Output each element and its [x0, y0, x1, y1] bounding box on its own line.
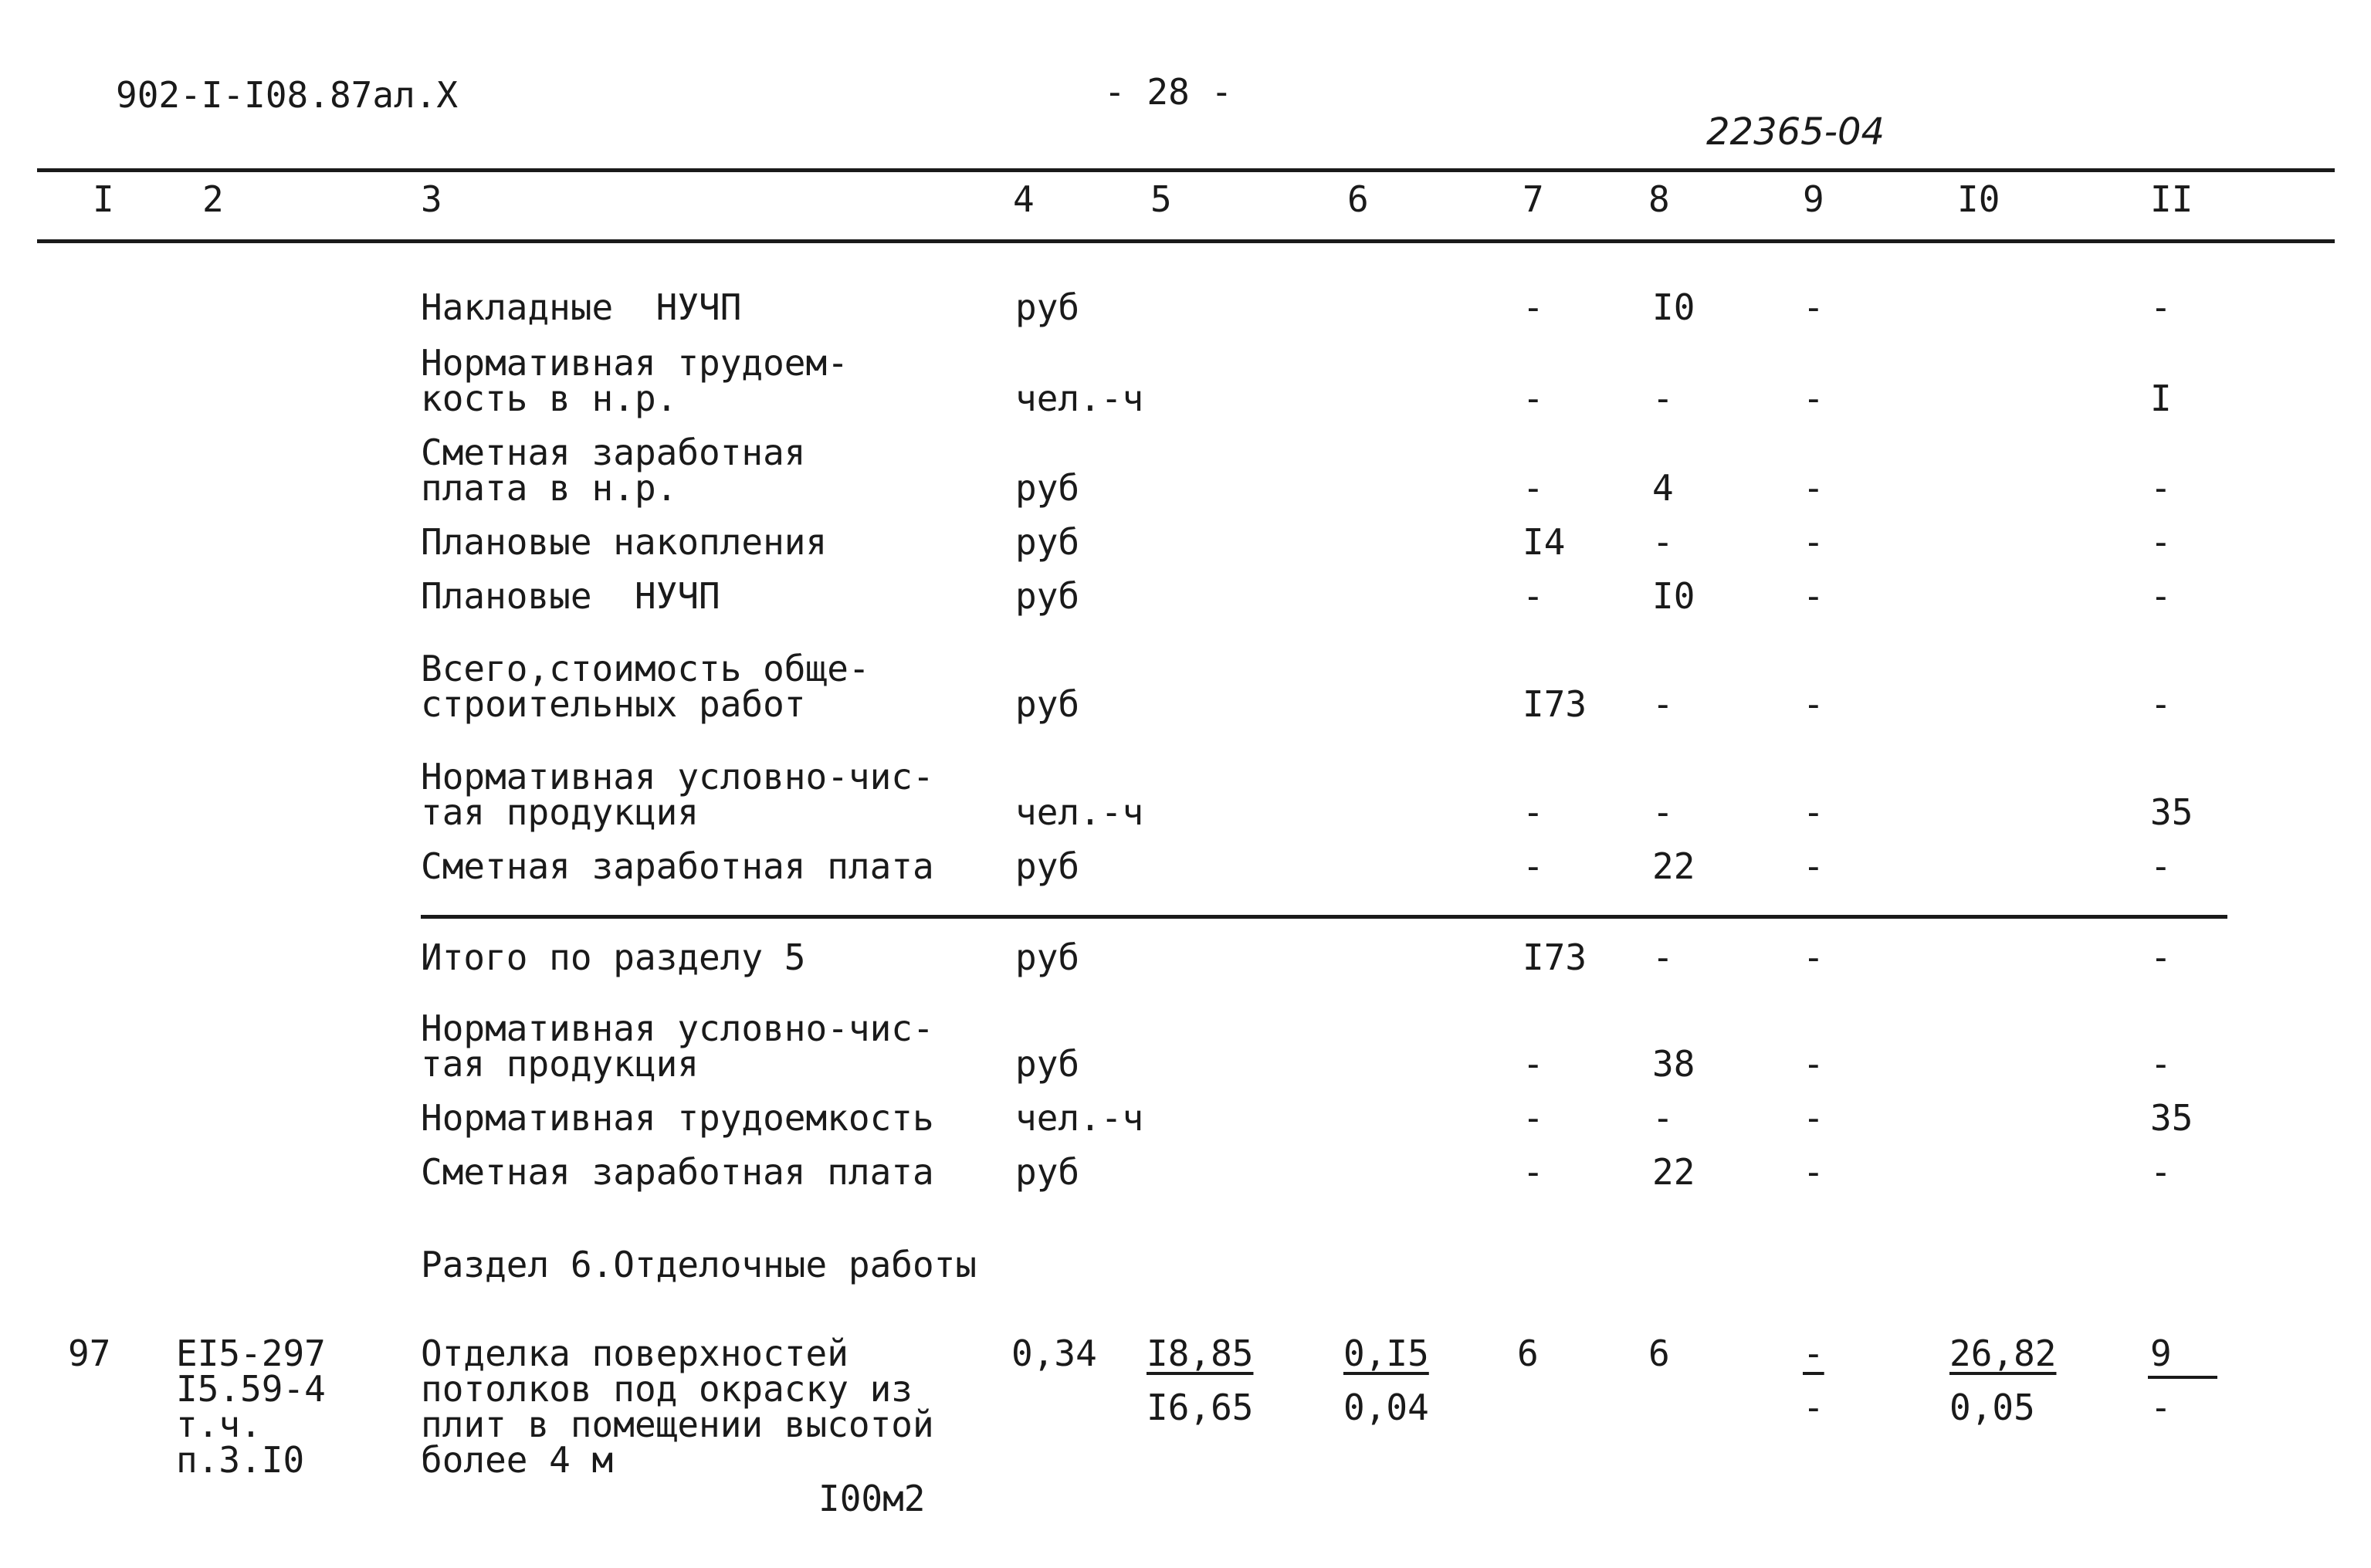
row-col11: - — [2150, 1151, 2172, 1193]
row-unit: руб — [1015, 1151, 1080, 1193]
row-unit: чел.-ч — [1015, 1097, 1144, 1139]
row-unit: чел.-ч — [1015, 791, 1144, 833]
item-col10-bottom: 0,05 — [1949, 1387, 2035, 1428]
row-col11: - — [2150, 286, 2172, 328]
row-col9: - — [1803, 1097, 1824, 1139]
col-header-9: 9 — [1803, 178, 1824, 220]
row-col11: 35 — [2150, 1097, 2193, 1139]
row-col11: - — [2150, 845, 2172, 887]
row-col9: - — [1803, 936, 1824, 978]
row-unit: руб — [1015, 845, 1080, 887]
row-unit: руб — [1015, 521, 1080, 563]
row-col9: - — [1803, 575, 1824, 617]
item-col7: 6 — [1517, 1333, 1539, 1374]
row-col8: I0 — [1652, 286, 1695, 328]
row-col7: - — [1523, 1043, 1544, 1085]
row-label: Сметная заработная плата — [421, 845, 934, 887]
col-header-3: 3 — [421, 178, 442, 220]
row-col8: 22 — [1652, 1151, 1695, 1193]
row-col9: - — [1803, 1151, 1824, 1193]
section-title: Раздел 6.Отделочные работы — [421, 1244, 977, 1285]
row-label: Нормативная условно-чис- тая продукция — [421, 1008, 934, 1085]
row-col11: - — [2150, 521, 2172, 563]
item-number: 97 — [68, 1333, 111, 1374]
row-unit: руб — [1015, 683, 1080, 725]
row-col7: - — [1523, 845, 1544, 887]
row-label: Всего,стоимость обще- строительных работ — [421, 648, 870, 725]
row-col7: I4 — [1523, 521, 1566, 563]
row-unit: руб — [1015, 575, 1080, 617]
row-col11: - — [2150, 575, 2172, 617]
item-col11-top: 9 — [2150, 1333, 2172, 1374]
row-col8: - — [1652, 683, 1674, 725]
item-col9-bottom: - — [1803, 1387, 1824, 1428]
row-unit: чел.-ч — [1015, 378, 1144, 419]
col-header-5: 5 — [1150, 178, 1172, 220]
col-header-1: I — [93, 178, 114, 220]
item-col6-top: 0,I5 — [1343, 1333, 1429, 1374]
row-label: Сметная заработная плата — [421, 1151, 934, 1193]
row-label: Нормативная трудоем- кость в н.р. — [421, 342, 848, 419]
col-header-7: 7 — [1523, 178, 1544, 220]
col-header-11: II — [2150, 178, 2193, 220]
row-col7: I73 — [1523, 936, 1587, 978]
row-label: Плановые НУЧП — [421, 575, 720, 617]
row-col8: 4 — [1652, 467, 1674, 509]
row-col11: 35 — [2150, 791, 2193, 833]
row-col11: I — [2150, 378, 2172, 419]
row-label: Плановые накопления — [421, 521, 828, 563]
row-col7: - — [1523, 791, 1544, 833]
row-label: Нормативная трудоемкость — [421, 1097, 934, 1139]
row-col7: I73 — [1523, 683, 1587, 725]
item-unit: I00м2 — [818, 1478, 926, 1519]
row-col11: - — [2150, 467, 2172, 509]
item-col4: 0,34 — [1011, 1333, 1097, 1374]
row-label: Итого по разделу 5 — [421, 936, 806, 978]
row-col9: - — [1803, 521, 1824, 563]
row-col8: I0 — [1652, 575, 1695, 617]
item-description: Отделка поверхностей потолков под окраску из плит в помещении высотой более 4 м — [421, 1333, 934, 1481]
row-col9: - — [1803, 683, 1824, 725]
row-col11: - — [2150, 683, 2172, 725]
row-col7: - — [1523, 378, 1544, 419]
row-col8: - — [1652, 936, 1674, 978]
row-col9: - — [1803, 286, 1824, 328]
section-divider — [421, 915, 2227, 919]
row-col7: - — [1523, 575, 1544, 617]
row-col8: - — [1652, 521, 1674, 563]
row-col9: - — [1803, 791, 1824, 833]
col-header-2: 2 — [202, 178, 224, 220]
row-col9: - — [1803, 1043, 1824, 1085]
row-label: Накладные НУЧП — [421, 286, 742, 328]
col-header-6: 6 — [1347, 178, 1369, 220]
archive-stamp: 22365-04 — [1706, 110, 1885, 154]
col-header-10: I0 — [1957, 178, 2000, 220]
item-col11-bottom: - — [2150, 1387, 2172, 1428]
item-col5-top: I8,85 — [1147, 1333, 1254, 1374]
row-col11: - — [2150, 1043, 2172, 1085]
col-header-8: 8 — [1648, 178, 1670, 220]
col-header-4: 4 — [1013, 178, 1035, 220]
row-label: Нормативная условно-чис- тая продукция — [421, 756, 934, 833]
document-code: 902-I-I08.87ал.X — [116, 74, 459, 116]
row-col7: - — [1523, 467, 1544, 509]
row-col8: - — [1652, 1097, 1674, 1139]
item-col11-underline — [2148, 1376, 2217, 1379]
item-code: EI5-297 I5.59-4 т.ч. п.3.I0 — [176, 1333, 326, 1481]
row-col7: - — [1523, 1151, 1544, 1193]
row-unit: руб — [1015, 286, 1080, 328]
item-col6-bottom: 0,04 — [1343, 1387, 1429, 1428]
item-col9-top: - — [1803, 1333, 1824, 1374]
row-col8: - — [1652, 791, 1674, 833]
item-col10-top: 26,82 — [1949, 1333, 2057, 1374]
row-label: Сметная заработная плата в н.р. — [421, 432, 806, 509]
page-number: - 28 - — [1104, 71, 1233, 113]
row-col8: 22 — [1652, 845, 1695, 887]
row-col11: - — [2150, 936, 2172, 978]
row-unit: руб — [1015, 936, 1080, 978]
row-col9: - — [1803, 845, 1824, 887]
row-unit: руб — [1015, 467, 1080, 509]
row-col9: - — [1803, 467, 1824, 509]
row-col8: 38 — [1652, 1043, 1695, 1085]
row-col7: - — [1523, 1097, 1544, 1139]
item-col8: 6 — [1648, 1333, 1670, 1374]
row-col7: - — [1523, 286, 1544, 328]
item-col5-bottom: I6,65 — [1147, 1387, 1254, 1428]
header-top-rule — [37, 168, 2335, 172]
row-col8: - — [1652, 378, 1674, 419]
header-bottom-rule — [37, 239, 2335, 243]
row-unit: руб — [1015, 1043, 1080, 1085]
row-col9: - — [1803, 378, 1824, 419]
